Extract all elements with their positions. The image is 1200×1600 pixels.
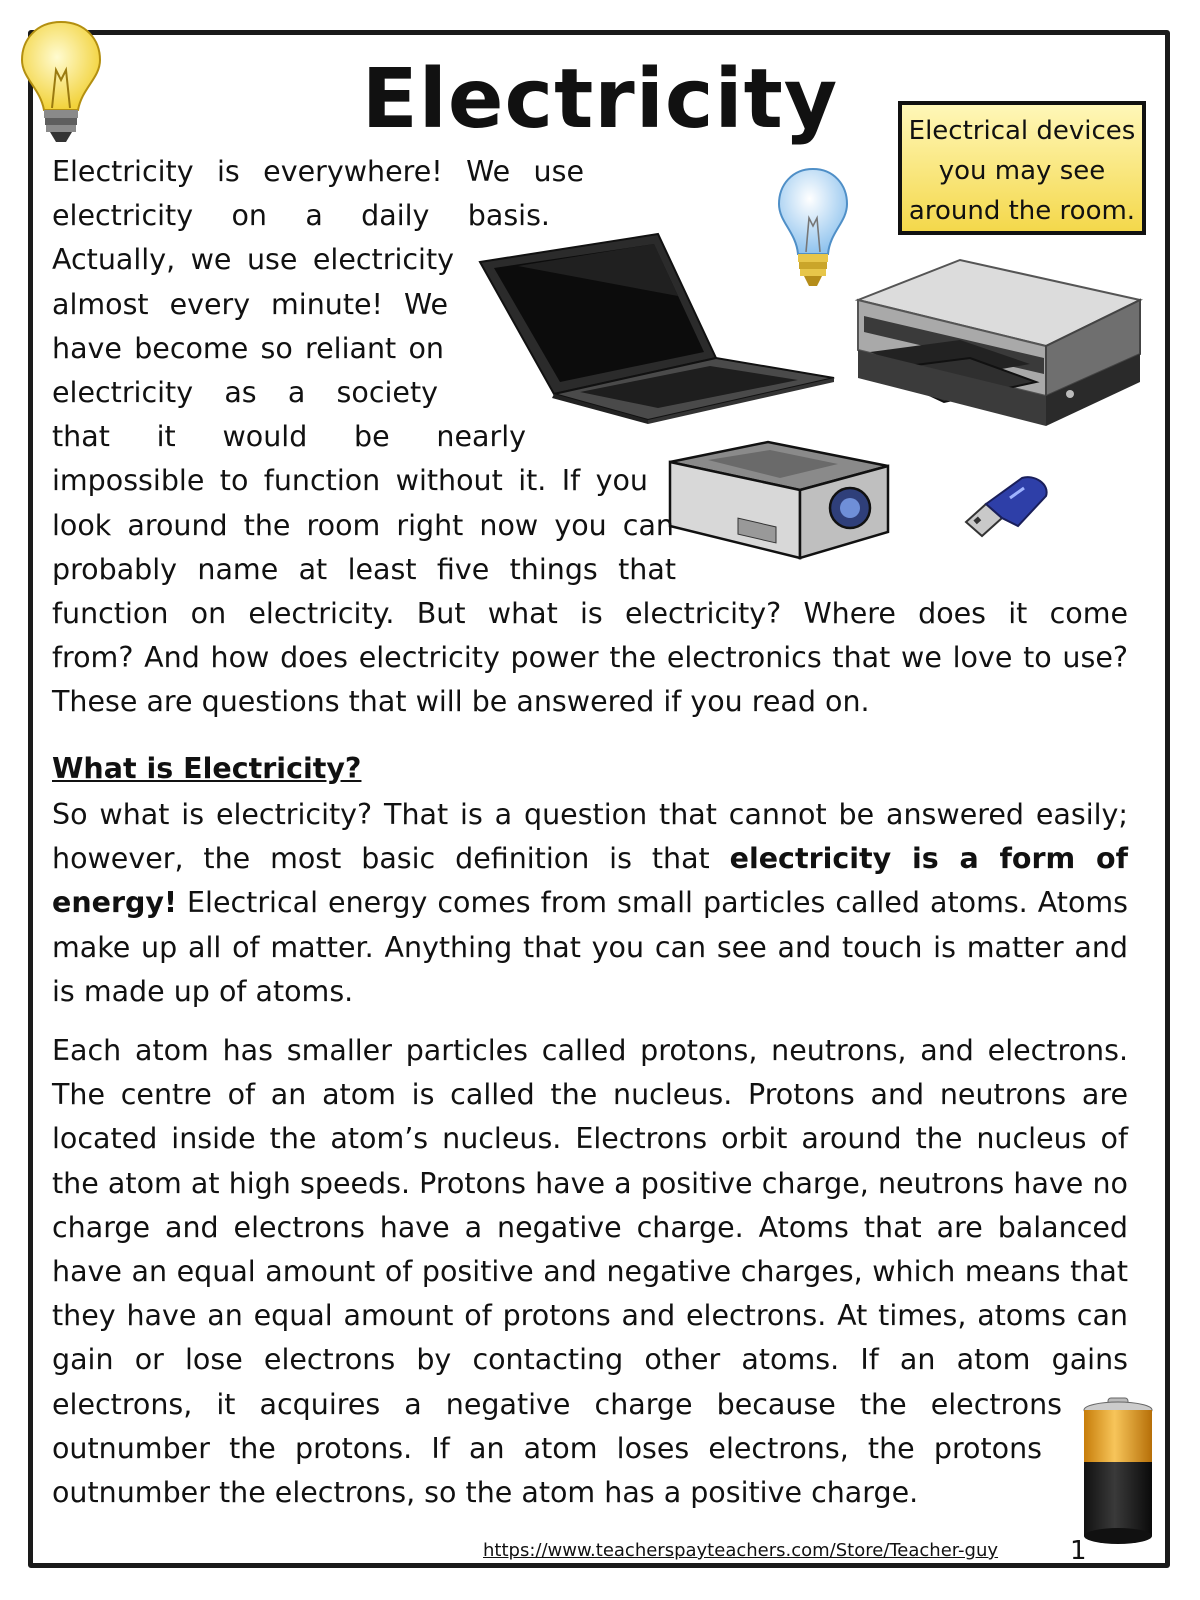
callout-line: Electrical devices bbox=[908, 116, 1136, 146]
bold-definition: electricity is a form of energy! bbox=[52, 842, 1128, 920]
text-line: they have an equal amount of protons and electrons. At times, atoms can bbox=[52, 1299, 1128, 1333]
text-line: look around the room right now you can bbox=[52, 508, 674, 542]
text-line: Each atom has smaller particles called protons, neutrons, and electrons. bbox=[52, 1034, 1128, 1067]
callout-line: around the room. bbox=[908, 196, 1136, 226]
text-line: the atom at high speeds. Protons have a positive charge, neutrons have no bbox=[52, 1166, 1128, 1200]
callout-line: you may see bbox=[938, 156, 1106, 186]
text-line: gain or lose electrons by contacting other atoms. If an atom gains bbox=[52, 1343, 1128, 1377]
text-line: have become so reliant on bbox=[52, 331, 444, 365]
text-line: outnumber the protons. If an atom loses electrons, the protons bbox=[52, 1431, 1042, 1465]
text-line: Electricity is everywhere! We use bbox=[52, 155, 584, 188]
text-line: electrons, it acquires a negative charge because the electrons bbox=[52, 1387, 1062, 1421]
text-line: probably name at least five things that bbox=[52, 552, 676, 586]
paragraph-text: Electrical energy comes from small particles called atoms. Atoms make up all of matter. Anything that you can see and touch is matter and is made up of atoms. bbox=[52, 886, 1128, 1008]
text-line: located inside the atom’s nucleus. Electrons orbit around the nucleus of bbox=[52, 1122, 1128, 1156]
section-heading: What is Electricity? bbox=[52, 752, 362, 785]
store-link[interactable]: https://www.teacherspayteachers.com/Store/Teacher-guy bbox=[483, 1540, 999, 1561]
text-line: These are questions that will be answered if you read on. bbox=[52, 685, 870, 719]
text-line: impossible to function without it. If you bbox=[52, 464, 648, 498]
paragraph-text: So what is electricity? That is a question that cannot be answered easily; however, the most basic definition is that bbox=[52, 798, 1128, 876]
page-number: 1 bbox=[1070, 1536, 1087, 1566]
text-line: electricity as a society bbox=[52, 376, 438, 410]
text-line: that it would be nearly bbox=[52, 420, 526, 454]
text-line: from? And how does electricity power the electronics that we love to use? bbox=[52, 641, 1128, 675]
text-line: almost every minute! We bbox=[52, 287, 448, 321]
atoms-paragraph bbox=[52, 1029, 1157, 1515]
text-line: Actually, we use electricity bbox=[52, 243, 454, 277]
intro-paragraph bbox=[52, 150, 1157, 725]
text-line: The centre of an atom is called the nucleus. Protons and neutrons are bbox=[52, 1078, 1128, 1112]
text-line: charge and electrons have a negative charge. Atoms that are balanced bbox=[52, 1210, 1128, 1244]
text-line: function on electricity. But what is electricity? Where does it come bbox=[52, 597, 1128, 631]
definition-paragraph bbox=[52, 793, 1128, 1014]
text-line: electricity on a daily basis. bbox=[52, 199, 550, 233]
text-line: outnumber the electrons, so the atom has a positive charge. bbox=[52, 1476, 919, 1510]
battery-icon bbox=[1080, 1396, 1156, 1546]
page-title: Electricity bbox=[361, 52, 839, 147]
text-line: have an equal amount of positive and negative charges, which means that bbox=[52, 1255, 1128, 1289]
